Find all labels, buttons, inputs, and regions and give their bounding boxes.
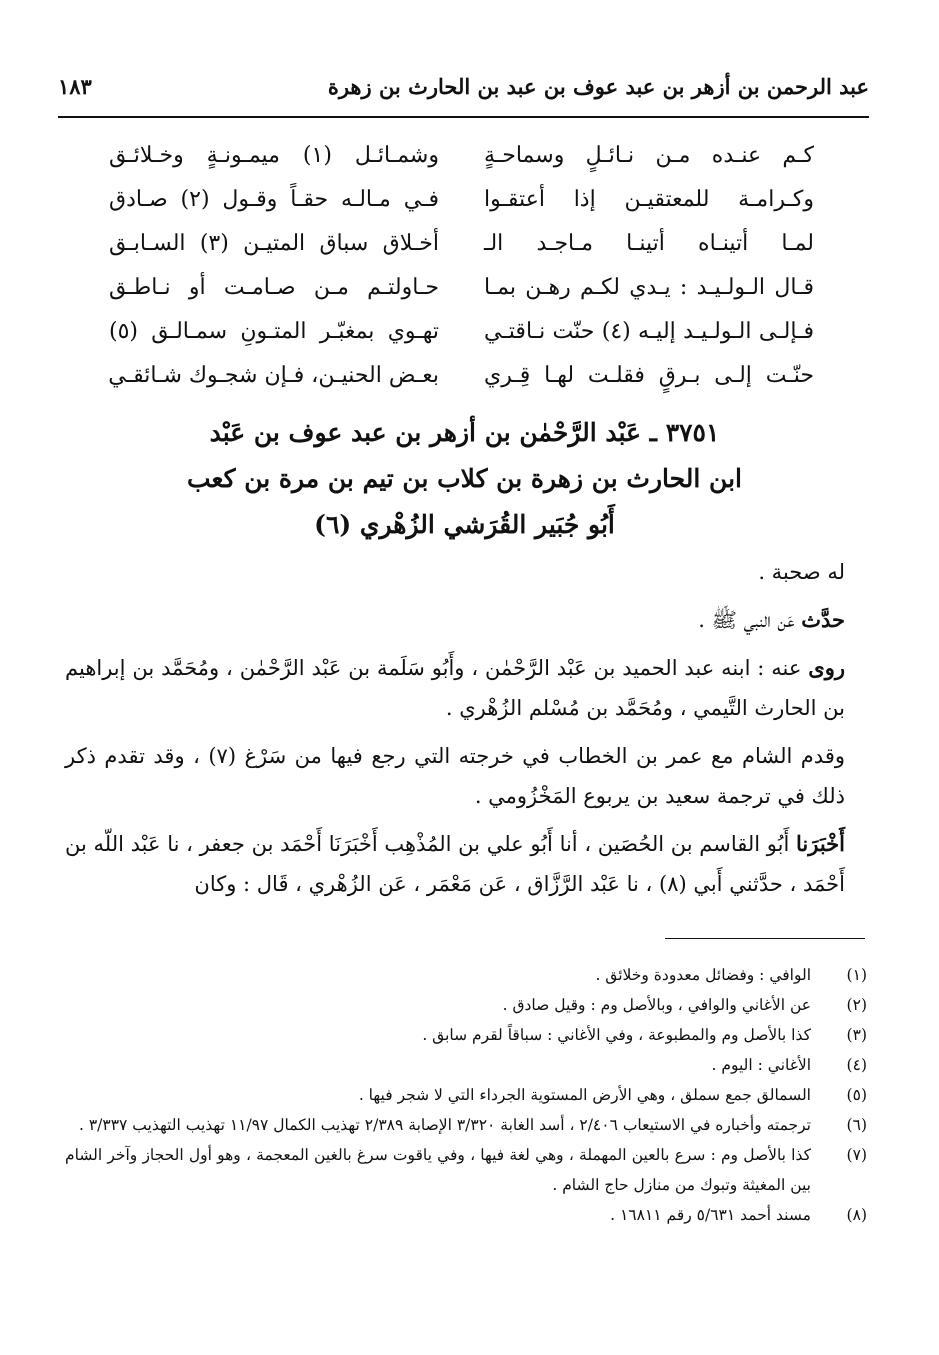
footnote — [65, 990, 867, 1020]
paragraph-text: أَبُو القاسم بن الحُصَين ، أنا أَبُو علي بن المُذْهِب أَخْبَرَنَا أَحْمَد بن جعفر ، نا عَبْد اللّه بن أَحْمَد ، حدَّثني أَبي (٨) ، نا عَبْد الرَّزَّاق ، عَن مَعْمَر ، عَن الزُهْري ، قَال : وكان — [65, 832, 845, 896]
footnote-number: (١) — [846, 966, 867, 984]
entry-body — [65, 552, 867, 912]
poem-verse — [109, 178, 814, 222]
footnote-text: الأغاني : اليوم . — [711, 1056, 811, 1074]
verse-first-hemistich: قـال الـولـيـد : يـدي لكـم رهـن بمـا — [484, 275, 814, 300]
footnote-text: ترجمته وأخباره في الاستيعاب ٢/٤٠٦ ، أسد الغابة ٣/٣٢٠ الإصابة ٢/٣٨٩ تهذيب الكمال ١١/٩٧ تهذيب التهذيب ٣/٣٣٧ . — [78, 1116, 811, 1134]
footnote-text: السمالق جمع سملق ، وهي الأرض المستوية الجرداء التي لا شجر فيها . — [358, 1086, 811, 1104]
running-header — [58, 70, 869, 108]
page-number: ١٨٣ — [58, 74, 92, 99]
verse-first-hemistich: لمـا أتينـاه أتينـا مـاجـد الـ — [484, 231, 814, 256]
footnote — [65, 1050, 867, 1080]
footnote-number: (٦) — [846, 1116, 867, 1134]
footnote — [65, 1140, 867, 1200]
footnote — [65, 960, 867, 990]
verse-first-hemistich: وكـرامـة للمعتقيـن إذا أعتقـوا — [484, 187, 814, 212]
entry-heading-line: ٣٧٥١ ـ عَبْد الرَّحْمٰن بن أزهر بن عبد عوف بن عَبْد — [209, 418, 720, 447]
poem-verse — [109, 266, 814, 310]
footnote — [65, 1080, 867, 1110]
entry-heading-line: أَبُو جُبَير القُرَشي الزُهْري (٦) — [314, 510, 615, 539]
poem-verse — [109, 354, 814, 398]
verse-second-hemistich: أخـلاق سباق المتيـن (٣) السـابـق — [109, 231, 439, 256]
paragraph — [65, 736, 867, 816]
verse-second-hemistich: حـاولتـم مـن صـامـت أو نـاطـق — [109, 275, 439, 300]
footnote — [65, 1200, 867, 1230]
footnote-divider — [665, 938, 865, 939]
footnote-number: (٨) — [846, 1206, 867, 1224]
footnote-text: عن الأغاني والوافي ، وبالأصل وم : وقيل صادق . — [502, 996, 811, 1014]
paragraph-text: وقدم الشام مع عمر بن الخطاب في خرجته التي رجع فيها من سَرْغ (٧) ، وقد تقدم ذكر ذلك في ترجمة سعيد بن يربوع المَخْزُومي . — [65, 744, 845, 808]
verse-first-hemistich: كـم عنـده مـن نـائـلٍ وسماحـةٍ — [484, 143, 814, 168]
paragraph-text: عنه : ابنه عبد الحميد بن عَبْد الرَّحْمٰن ، وأَبُو سَلَمة بن عَبْد الرَّحْمٰن ، ومُحَمَّد بن إبراهيم بن الحارث التَّيمي ، ومُحَمَّد بن مُسْلم الزُهْري . — [65, 656, 845, 720]
entry-heading-line: ابن الحارث بن زهرة بن كلاب بن تيم بن مرة بن كعب — [187, 464, 742, 493]
poem-verse — [109, 134, 814, 178]
verse-second-hemistich: تهـوي بمغبّـر المتـونِ سمـالـق (٥) — [109, 319, 439, 344]
paragraph-lead: روى — [808, 655, 845, 680]
verse-first-hemistich: حنّـت إلـى بـرقٍ فقلـت لهـا قِـري — [484, 363, 814, 388]
entry-heading — [60, 410, 869, 548]
verse-second-hemistich: فـي مـالـه حقـاً وقـول (٢) صـادق — [109, 187, 439, 212]
header-title: عبد الرحمن بن أزهر بن عبد عوف بن عبد بن الحارث بن زهرة — [327, 74, 869, 99]
footnotes — [65, 960, 867, 1230]
footnote-text: مسند أحمد ٥/٦٣١ رقم ١٦٨١١ . — [610, 1206, 811, 1224]
footnote-text: كذا بالأصل وم والمطبوعة ، وفي الأغاني : سباقاً لقرم سابق . — [422, 1026, 811, 1044]
footnote-number: (٤) — [846, 1056, 867, 1074]
paragraph — [65, 600, 867, 640]
footnote-number: (٣) — [846, 1026, 867, 1044]
footnote-number: (٥) — [846, 1086, 867, 1104]
paragraph-lead: حدَّث — [801, 607, 845, 632]
verse-second-hemistich: بعـض الحنيـن، فـإن شجـوك شـائقـي — [108, 363, 439, 388]
poem-verse — [109, 222, 814, 266]
paragraph-lead: أَخْبَرَنا — [796, 831, 845, 856]
paragraph — [65, 648, 867, 728]
paragraph-text: له صحبة . — [758, 560, 845, 584]
verse-first-hemistich: فـإلـى الـولـيـد إليـه (٤) حنّت نـاقتـي — [484, 319, 814, 344]
poem — [109, 134, 814, 398]
paragraph-text: عَن النبي ﷺ . — [698, 608, 802, 632]
footnote — [65, 1020, 867, 1050]
footnote-text: الوافي : وفضائل معدودة وخلائق . — [595, 966, 811, 984]
verse-second-hemistich: وشمـائـل (١) ميمـونـةٍ وخـلائـق — [109, 143, 439, 168]
footnote-number: (٢) — [846, 996, 867, 1014]
header-divider — [58, 116, 869, 118]
paragraph — [65, 824, 867, 904]
paragraph — [65, 552, 867, 592]
footnote — [65, 1110, 867, 1140]
poem-verse — [109, 310, 814, 354]
footnote-number: (٧) — [846, 1146, 867, 1164]
footnote-text: كذا بالأصل وم : سرع بالعين المهملة ، وهي لغة فيها ، وفي ياقوت سرغ بالغين المعجمة ، وهو أول الحجاز وآخر الشام بين المغيثة وتبوك من منازل حاج الشام . — [65, 1146, 811, 1194]
